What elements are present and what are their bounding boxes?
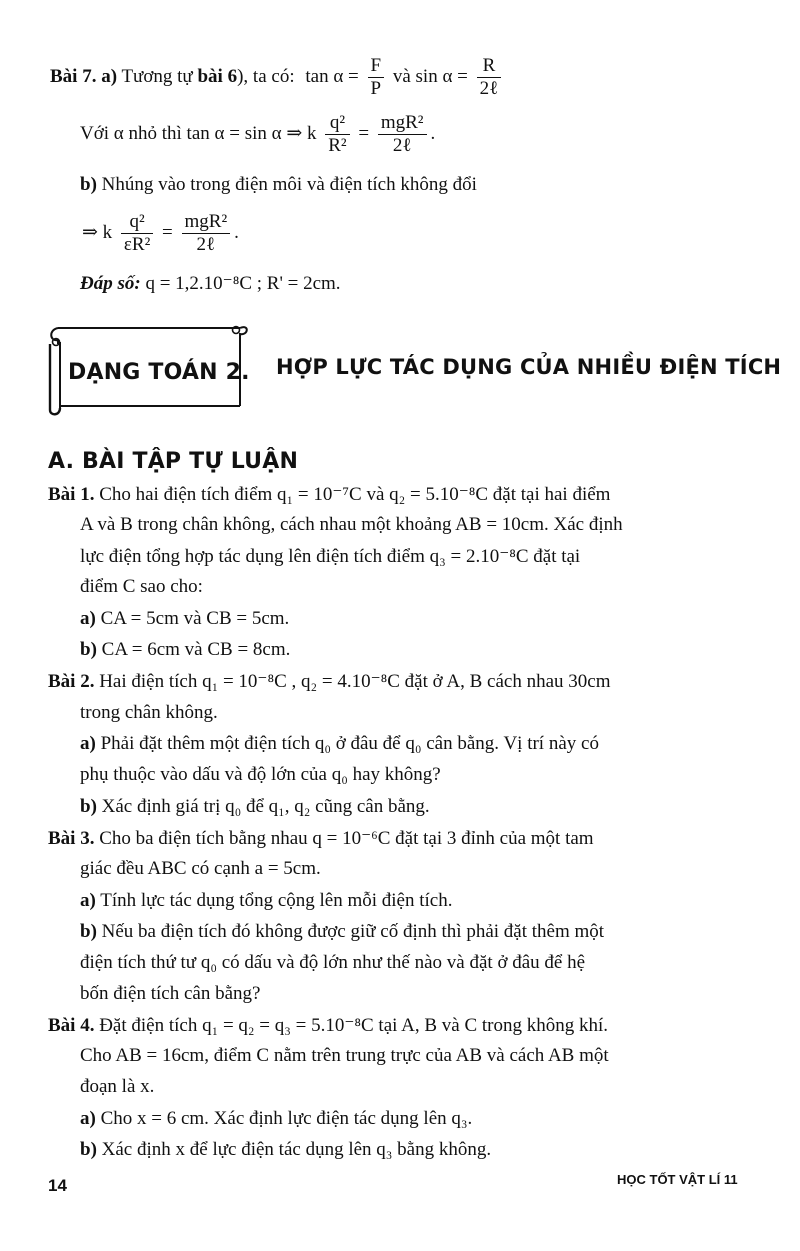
text: Với α nhỏ thì tan α = sin α ⇒ k	[80, 123, 317, 144]
denominator: 2ℓ	[479, 78, 499, 100]
part-label: b)	[80, 639, 97, 660]
part-label: b)	[80, 174, 97, 195]
problem-2-line	[48, 670, 610, 693]
problem-3-line: giác đều ABC có cạnh a = 5cm.	[80, 858, 321, 879]
problem-1-line: điểm C sao cho:	[80, 576, 203, 597]
bai7-line2	[80, 109, 435, 159]
section-label: DẠNG TOÁN 2.	[68, 360, 250, 385]
part-label: b)	[80, 921, 97, 942]
numerator: mgR²	[182, 211, 231, 234]
problem-2-part-a	[80, 733, 599, 755]
text: Phải đặt thêm một điện tích q₀ ở đâu để q₀ cân bằng. Vị trí này có	[100, 733, 599, 754]
text: Hai điện tích q₁ = 10⁻⁸C , q₂ = 4.10⁻⁸C đặt ở A, B cách nhau 30cm	[99, 671, 611, 692]
sin-expression: sin α =	[415, 66, 468, 87]
equals-sign: =	[162, 222, 173, 243]
problem-1-line: lực điện tổng hợp tác dụng lên điện tích điểm q₃ = 2.10⁻⁸C đặt tại	[80, 546, 581, 567]
denominator: 2ℓ	[196, 234, 216, 256]
numerator: q²	[325, 112, 349, 135]
problem-2-line: phụ thuộc vào dấu và độ lớn của q₀ hay không?	[80, 764, 441, 785]
bai7-answer	[80, 272, 341, 295]
page-number: 14	[48, 1176, 67, 1195]
answer-label: Đáp số:	[80, 273, 141, 294]
part-label: b)	[80, 1139, 97, 1160]
text: ), ta có:	[237, 66, 295, 87]
answer-text: q = 1,2.10⁻⁸C ; R' = 2cm.	[145, 273, 341, 294]
problem-label: Bài 1.	[48, 484, 95, 505]
text: Tương tự	[121, 66, 193, 87]
fraction	[121, 211, 153, 256]
problem-label: Bài 7.	[50, 66, 97, 87]
bai7-part-b	[80, 174, 477, 196]
text: và	[392, 66, 411, 87]
problem-3-line: bốn điện tích cân bằng?	[80, 983, 261, 1004]
part-label: a)	[101, 66, 118, 87]
denominator: 2ℓ	[392, 135, 412, 157]
problem-4-part-a	[80, 1108, 472, 1130]
denominator: P	[370, 78, 382, 100]
text: Nhúng vào trong điện môi và điện tích không đổi	[101, 174, 477, 195]
problem-4-line	[48, 1014, 608, 1037]
numerator: q²	[121, 211, 153, 234]
text: Nếu ba điện tích đó không được giữ cố định thì phải đặt thêm một	[101, 921, 605, 942]
text: Xác định giá trị q₀ để q₁, q₂ cũng cân bằng.	[101, 796, 430, 817]
bai7-line1	[50, 52, 505, 102]
text: Đặt điện tích q₁ = q₂ = q₃ = 5.10⁻⁸C tại A, B và C trong không khí.	[99, 1015, 609, 1036]
part-label: b)	[80, 796, 97, 817]
text: Tính lực tác dụng tổng cộng lên mỗi điện tích.	[100, 890, 453, 911]
problem-1-line	[48, 483, 610, 506]
text: CA = 6cm và CB = 8cm.	[101, 639, 291, 660]
fraction	[378, 112, 427, 157]
numerator: R	[477, 55, 502, 78]
problem-3-line: điện tích thứ tư q₀ có dấu và độ lớn như thế nào và đặt ở đâu để hệ	[80, 952, 586, 973]
tan-expression: tan α =	[305, 66, 359, 87]
fraction	[325, 112, 349, 157]
numerator: mgR²	[378, 112, 427, 135]
equals-sign: =	[358, 123, 370, 144]
book-title: HỌC TỐT VẬT LÍ 11	[617, 1172, 738, 1187]
problem-1-part-a	[80, 608, 289, 630]
problem-3-part-b	[80, 921, 604, 943]
fraction	[182, 211, 231, 256]
text: Cho hai điện tích điểm q₁ = 10⁻⁷C và q₂ = 5.10⁻⁸C đặt tại hai điểm	[99, 484, 611, 505]
text: Cho x = 6 cm. Xác định lực điện tác dụng lên q₃.	[100, 1108, 473, 1129]
numerator: F	[368, 55, 385, 78]
denominator: R²	[328, 135, 347, 157]
problem-label: Bài 4.	[48, 1015, 95, 1036]
problem-4-part-b	[80, 1139, 491, 1161]
part-label: a)	[80, 1108, 96, 1129]
problem-3-line	[48, 827, 594, 850]
section-title: HỢP LỰC TÁC DỤNG CỦA NHIỀU ĐIỆN TÍCH	[276, 355, 782, 379]
text: Xác định x để lực điện tác dụng lên q₃ bằng không.	[101, 1139, 492, 1160]
part-label: a)	[80, 733, 96, 754]
period: .	[430, 123, 436, 144]
problem-2-part-b	[80, 796, 430, 818]
text: CA = 5cm và CB = 5cm.	[100, 608, 290, 629]
denominator: εR²	[123, 234, 151, 256]
problem-4-line: Cho AB = 16cm, điểm C nằm trên trung trực của AB và cách AB một	[80, 1045, 609, 1066]
problem-1-part-b	[80, 639, 290, 661]
bai7-line4	[82, 208, 239, 258]
part-label: a)	[80, 608, 96, 629]
problem-label: Bài 3.	[48, 828, 95, 849]
text: Cho ba điện tích bằng nhau q = 10⁻⁶C đặt tại 3 đỉnh của một tam	[99, 828, 594, 849]
period: .	[234, 222, 239, 243]
fraction-f-p	[368, 55, 385, 100]
fraction-r-2l	[477, 55, 502, 100]
reference: bài 6	[197, 66, 238, 87]
part-label: a)	[80, 890, 96, 911]
problem-label: Bài 2.	[48, 671, 95, 692]
subsection-title: A. BÀI TẬP TỰ LUẬN	[48, 449, 299, 474]
problem-4-line: đoạn là x.	[80, 1076, 155, 1097]
problem-3-part-a	[80, 890, 452, 912]
text: ⇒ k	[82, 222, 113, 243]
problem-2-line: trong chân không.	[80, 702, 218, 723]
problem-1-line: A và B trong chân không, cách nhau một khoảng AB = 10cm. Xác định	[80, 514, 623, 535]
